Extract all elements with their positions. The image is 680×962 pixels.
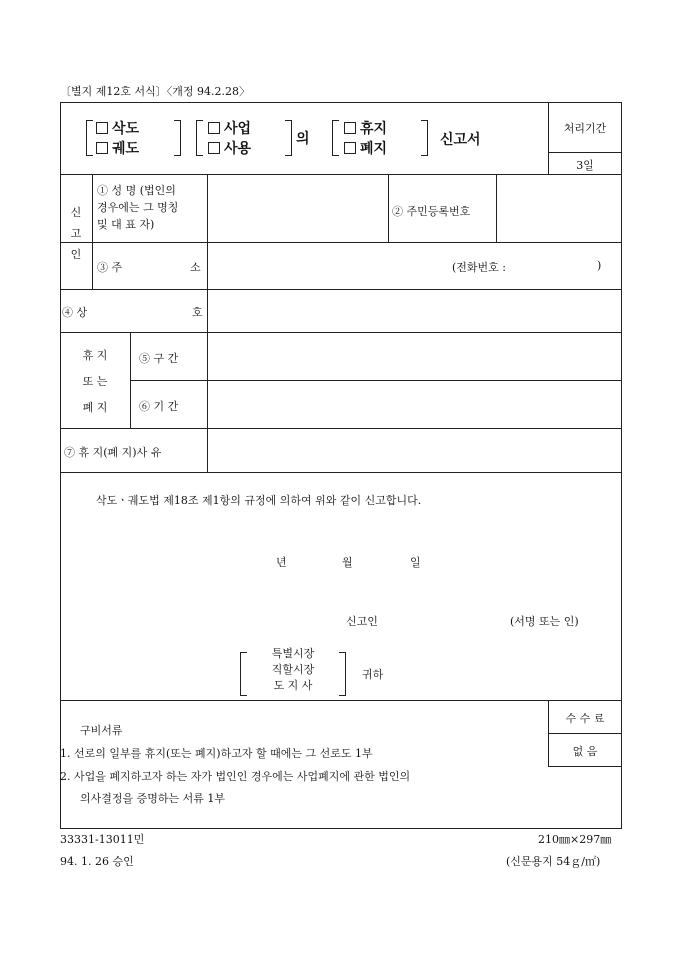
addressee-titles: 특별시장 직할시장 도 지 사 xyxy=(271,647,315,692)
resident-number-field[interactable] xyxy=(497,175,620,242)
address-field[interactable] xyxy=(208,243,620,289)
option-cableway[interactable]: 삭도 xyxy=(96,118,139,138)
title-group-1 xyxy=(86,116,181,156)
title-joiner: 의 xyxy=(296,131,310,147)
date-month: 월 xyxy=(342,556,353,569)
documents-item-2a: 2. 사업을 폐지하고자 하는 자가 법인인 경우에는 사업폐지에 관한 법인의 xyxy=(60,770,411,783)
checkbox-icon[interactable] xyxy=(344,122,356,134)
fee-label: 수 수 료 xyxy=(565,712,605,725)
address-label-a: ③ 주 xyxy=(97,261,123,274)
footer-paper-size: 210㎜×297㎜ xyxy=(538,833,612,846)
resident-number-label: ② 주민등록번호 xyxy=(392,205,471,218)
option-suspension[interactable]: 휴지 xyxy=(344,118,387,138)
period-label: ⑥ 기 간 xyxy=(139,400,179,413)
name-field[interactable] xyxy=(208,175,388,242)
addressee-honorific: 귀하 xyxy=(362,668,384,681)
trade-name-label-a: ④ 상 xyxy=(62,306,88,319)
signature-note: (서명 또는 인) xyxy=(510,615,579,628)
form-number-note: 〔별지 제12호 서식〕〈개정 94.2.28〉 xyxy=(60,85,250,98)
documents-item-1: 1. 선로의 일부를 휴지(또는 폐지)하고자 할 때에는 그 선로도 1부 xyxy=(60,747,373,760)
section-label: ⑤ 구 간 xyxy=(139,352,179,365)
footer-approval: 94. 1. 26 승인 xyxy=(60,855,134,868)
documents-item-2b: 의사결정을 증명하는 서류 1부 xyxy=(80,792,225,805)
checkbox-icon[interactable] xyxy=(96,142,108,154)
reason-label: ⑦ 휴 지(폐 지)사 유 xyxy=(64,446,162,459)
suspension-group-label: 휴 지 또 는 폐 지 xyxy=(82,349,108,414)
checkbox-icon[interactable] xyxy=(208,142,220,154)
option-business[interactable]: 사업 xyxy=(208,118,251,138)
trade-name-label-b: 호 xyxy=(192,306,203,319)
documents-title: 구비서류 xyxy=(80,724,123,737)
section-field[interactable] xyxy=(208,333,620,380)
checkbox-icon[interactable] xyxy=(208,122,220,134)
period-field[interactable] xyxy=(208,381,620,428)
reason-field[interactable] xyxy=(208,429,620,472)
name-label: ① 성 명 (법인의 경우에는 그 명칭 및 대 표 자) xyxy=(97,184,179,231)
applicant-group-label: 신 고 인 xyxy=(70,206,82,261)
declaration-text: 삭도ㆍ궤도법 제18조 제1항의 규정에 의하여 위와 같이 신고합니다. xyxy=(96,494,422,507)
trade-name-field[interactable] xyxy=(208,290,620,332)
option-track[interactable]: 궤도 xyxy=(96,138,139,158)
date-day: 일 xyxy=(410,556,421,569)
address-label-b: 소 xyxy=(190,261,201,274)
title-group-3 xyxy=(332,116,428,156)
checkbox-icon[interactable] xyxy=(344,142,356,154)
option-abolition[interactable]: 폐지 xyxy=(344,138,387,158)
processing-period-label: 처리기간 xyxy=(563,122,607,135)
option-use[interactable]: 사용 xyxy=(208,138,251,158)
fee-value: 없 음 xyxy=(572,745,598,758)
processing-period-value: 3일 xyxy=(576,159,594,172)
checkbox-icon[interactable] xyxy=(96,122,108,134)
phone-close: ) xyxy=(597,259,602,272)
phone-label: (전화번호 : xyxy=(452,261,506,274)
footer-form-code: 33331-13011민 xyxy=(60,833,145,846)
title-suffix: 신고서 xyxy=(440,132,481,148)
date-year: 년 xyxy=(276,556,287,569)
title-group-2 xyxy=(196,116,292,156)
signer-label: 신고인 xyxy=(346,615,378,628)
footer-paper-type: (신문용지 54ｇ/㎡) xyxy=(506,855,601,868)
